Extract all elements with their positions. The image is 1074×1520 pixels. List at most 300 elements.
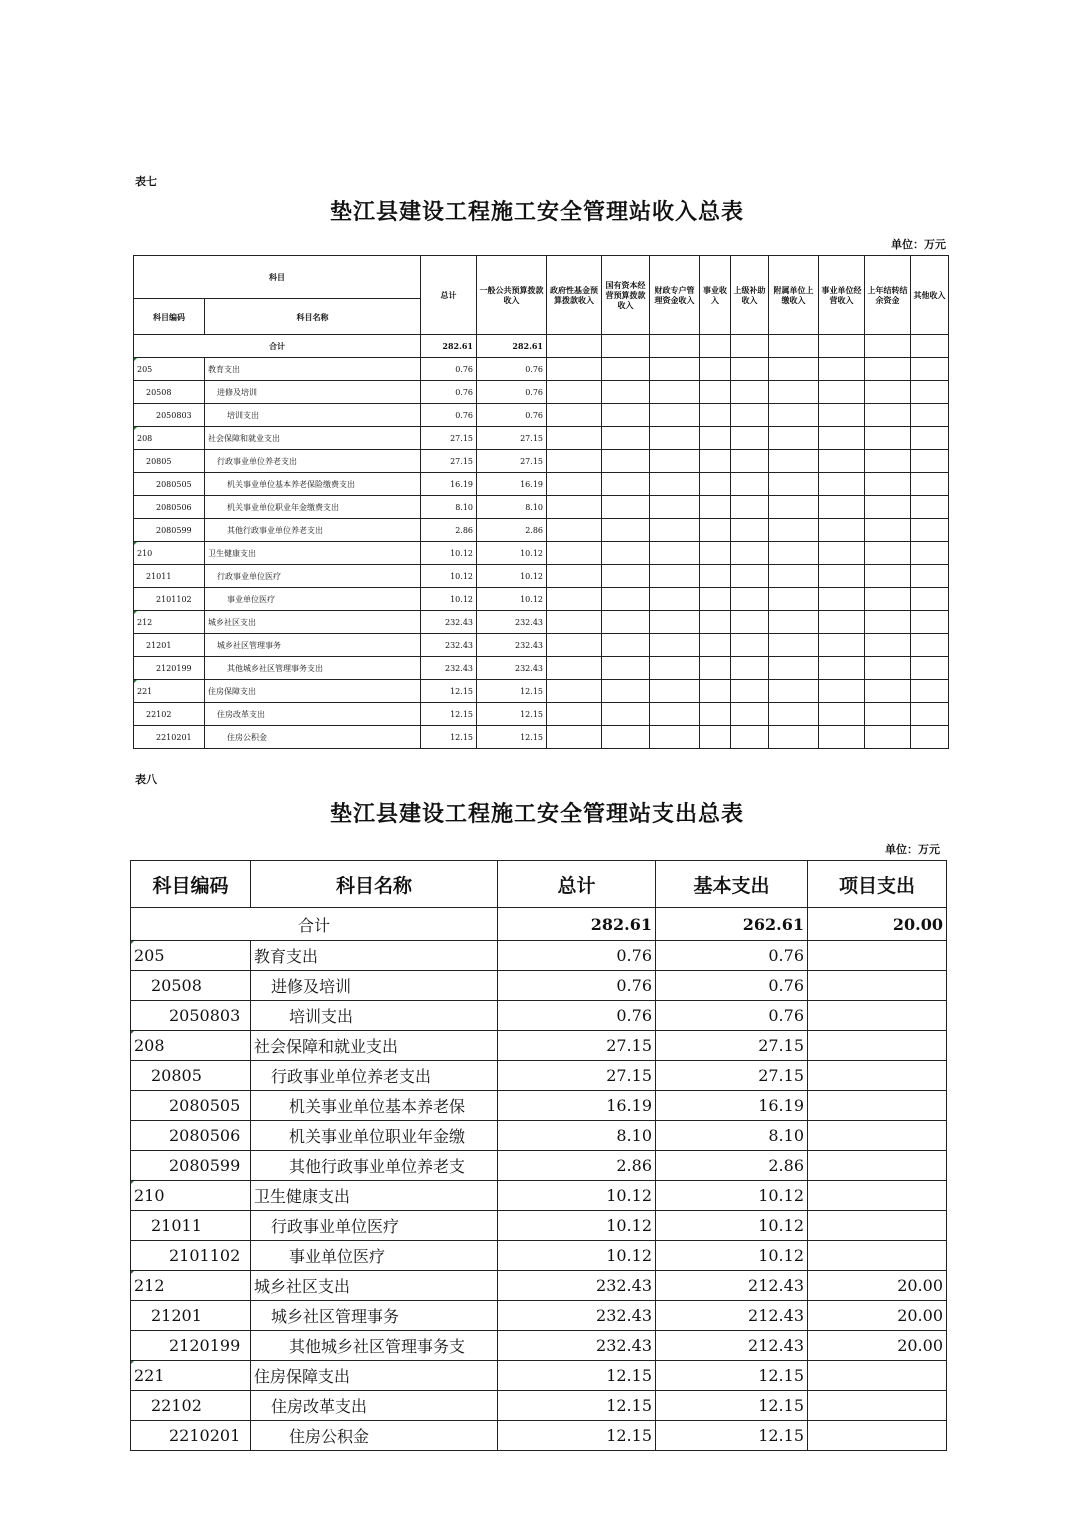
empty-cell (700, 588, 731, 611)
total-cell: 16.19 (498, 1091, 656, 1121)
total-cell: 232.43 (498, 1271, 656, 1301)
name-cell: 其他行政事业单位养老支 (251, 1151, 498, 1181)
empty-cell (865, 611, 911, 634)
header-code: 科目编码 (134, 299, 205, 335)
empty-cell (865, 588, 911, 611)
table-row (134, 726, 949, 749)
empty-cell (911, 588, 949, 611)
code-cell: 2080506 (134, 496, 205, 519)
income-summary-table (133, 255, 949, 749)
basic-cell: 2.86 (656, 1151, 808, 1181)
empty-cell (602, 588, 650, 611)
total-cell: 16.19 (421, 473, 477, 496)
header-affiliated: 附属单位上缴收入 (769, 256, 819, 335)
project-cell (808, 1121, 947, 1151)
basic-cell: 0.76 (656, 971, 808, 1001)
empty-cell (547, 611, 602, 634)
total-cell: 232.43 (421, 634, 477, 657)
code-cell: 21201 (134, 634, 205, 657)
code-cell: 21011 (131, 1211, 251, 1241)
empty-cell (819, 565, 865, 588)
total-cell: 0.76 (498, 941, 656, 971)
name-cell: 社会保障和就业支出 (205, 427, 421, 450)
table-row (134, 473, 949, 496)
empty-cell (731, 703, 769, 726)
project-cell (808, 1181, 947, 1211)
empty-cell (700, 404, 731, 427)
empty-cell (700, 358, 731, 381)
empty-cell (700, 496, 731, 519)
table-row (131, 1121, 947, 1151)
project-cell (808, 1151, 947, 1181)
project-cell (808, 941, 947, 971)
name-cell: 教育支出 (205, 358, 421, 381)
empty-cell (819, 519, 865, 542)
table-row (131, 1331, 947, 1361)
empty-cell (819, 381, 865, 404)
project-cell (808, 1391, 947, 1421)
code-cell: 2120199 (131, 1331, 251, 1361)
general-value: 282.61 (477, 335, 547, 358)
code-cell: 20508 (131, 971, 251, 1001)
code-cell: 22102 (131, 1391, 251, 1421)
empty-cell (819, 542, 865, 565)
general-cell: 232.43 (477, 611, 547, 634)
empty-cell (731, 611, 769, 634)
name-cell: 其他城乡社区管理事务支 (251, 1331, 498, 1361)
empty-cell (650, 496, 700, 519)
empty-cell (547, 519, 602, 542)
empty-cell (700, 381, 731, 404)
general-cell: 12.15 (477, 726, 547, 749)
general-cell: 10.12 (477, 588, 547, 611)
empty-cell (731, 381, 769, 404)
table-row (131, 1391, 947, 1421)
name-cell: 培训支出 (205, 404, 421, 427)
empty-cell (819, 427, 865, 450)
empty-cell (865, 496, 911, 519)
name-cell: 卫生健康支出 (251, 1181, 498, 1211)
total-cell: 0.76 (421, 358, 477, 381)
empty-cell (700, 634, 731, 657)
header-carryover: 上年结转结余资金 (865, 256, 911, 335)
empty-cell (650, 450, 700, 473)
empty-cell (911, 381, 949, 404)
expenditure-summary-table (130, 860, 947, 1451)
code-cell: 2120199 (134, 657, 205, 680)
general-cell: 0.76 (477, 381, 547, 404)
project-cell (808, 971, 947, 1001)
name-cell: 机关事业单位基本养老保险缴费支出 (205, 473, 421, 496)
total-cell: 12.15 (498, 1391, 656, 1421)
total-cell: 27.15 (498, 1061, 656, 1091)
empty-cell (602, 473, 650, 496)
table7-title: 垫江县建设工程施工安全管理站收入总表 (329, 199, 744, 225)
name-cell: 卫生健康支出 (205, 542, 421, 565)
code-cell: 2080506 (131, 1121, 251, 1151)
empty-cell (769, 450, 819, 473)
general-cell: 12.15 (477, 680, 547, 703)
empty-cell (700, 519, 731, 542)
basic-cell: 27.15 (656, 1031, 808, 1061)
basic-cell: 16.19 (656, 1091, 808, 1121)
name-cell: 住房改革支出 (205, 703, 421, 726)
basic-cell: 10.12 (656, 1241, 808, 1271)
project-cell: 20.00 (808, 1271, 947, 1301)
basic-cell: 12.15 (656, 1391, 808, 1421)
total-cell: 0.76 (421, 381, 477, 404)
table-row (131, 1361, 947, 1391)
empty-cell (731, 358, 769, 381)
name-cell: 培训支出 (251, 1001, 498, 1031)
empty-cell (547, 726, 602, 749)
empty-cell (769, 611, 819, 634)
empty-cell (819, 726, 865, 749)
empty-cell (819, 450, 865, 473)
total-cell: 12.15 (498, 1361, 656, 1391)
empty-cell (731, 726, 769, 749)
empty-cell (547, 473, 602, 496)
code-cell: 212 (131, 1271, 251, 1301)
code-cell: 20805 (131, 1061, 251, 1091)
empty-cell (819, 473, 865, 496)
empty-cell (650, 611, 700, 634)
total-cell: 10.12 (421, 542, 477, 565)
empty-cell (602, 519, 650, 542)
basic-cell: 212.43 (656, 1301, 808, 1331)
total-cell: 12.15 (421, 680, 477, 703)
basic-cell: 212.43 (656, 1331, 808, 1361)
table-row (134, 634, 949, 657)
basic-cell: 0.76 (656, 941, 808, 971)
table7-unit: 单位：万元 (891, 238, 946, 251)
code-cell: 20805 (134, 450, 205, 473)
code-cell: 2050803 (131, 1001, 251, 1031)
table-row (131, 971, 947, 1001)
empty-cell (819, 404, 865, 427)
header-gov-fund: 政府性基金预算拨款收入 (547, 256, 602, 335)
empty-cell (547, 496, 602, 519)
empty-cell (547, 542, 602, 565)
empty-cell (650, 588, 700, 611)
empty-cell (650, 680, 700, 703)
code-cell: 2101102 (134, 588, 205, 611)
code-cell: 210 (131, 1181, 251, 1211)
table-row (131, 1271, 947, 1301)
name-cell: 其他行政事业单位养老支出 (205, 519, 421, 542)
empty-cell (731, 634, 769, 657)
project-cell (808, 1061, 947, 1091)
basic-value: 262.61 (656, 908, 808, 941)
total-cell: 8.10 (421, 496, 477, 519)
header-total: 总计 (421, 256, 477, 335)
name-cell: 事业单位医疗 (205, 588, 421, 611)
empty-cell (911, 611, 949, 634)
name-cell: 城乡社区管理事务 (205, 634, 421, 657)
empty-cell (602, 657, 650, 680)
basic-cell: 10.12 (656, 1211, 808, 1241)
header-project: 项目支出 (808, 861, 947, 908)
empty-cell (769, 657, 819, 680)
code-cell: 22102 (134, 703, 205, 726)
empty-cell (865, 450, 911, 473)
general-cell: 0.76 (477, 404, 547, 427)
header-subject: 科目 (134, 256, 421, 299)
project-cell (808, 1421, 947, 1451)
general-cell: 232.43 (477, 657, 547, 680)
code-cell: 210 (134, 542, 205, 565)
empty-cell (700, 703, 731, 726)
empty-cell (602, 427, 650, 450)
code-cell: 2080599 (134, 519, 205, 542)
empty-cell (731, 473, 769, 496)
empty-cell (650, 404, 700, 427)
empty-cell (865, 680, 911, 703)
general-cell: 16.19 (477, 473, 547, 496)
empty-cell (769, 565, 819, 588)
total-row (134, 335, 949, 358)
total-value: 282.61 (498, 908, 656, 941)
code-cell: 2101102 (131, 1241, 251, 1271)
project-cell (808, 1211, 947, 1241)
empty-cell (911, 680, 949, 703)
total-cell: 2.86 (498, 1151, 656, 1181)
empty-cell (769, 404, 819, 427)
basic-cell: 0.76 (656, 1001, 808, 1031)
empty-cell (911, 726, 949, 749)
total-value: 282.61 (421, 335, 477, 358)
general-cell: 232.43 (477, 634, 547, 657)
project-cell (808, 1031, 947, 1061)
table-row (134, 427, 949, 450)
empty-cell (731, 427, 769, 450)
empty-cell (819, 588, 865, 611)
empty-cell (865, 703, 911, 726)
table-row (131, 1061, 947, 1091)
empty-cell (602, 726, 650, 749)
empty-cell (911, 404, 949, 427)
empty-cell (650, 358, 700, 381)
empty-cell (700, 726, 731, 749)
total-cell: 2.86 (421, 519, 477, 542)
general-cell: 10.12 (477, 565, 547, 588)
empty-cell (865, 473, 911, 496)
total-cell: 27.15 (421, 427, 477, 450)
empty-cell (547, 634, 602, 657)
empty-cell (865, 565, 911, 588)
table-row (131, 1151, 947, 1181)
table-row (134, 680, 949, 703)
empty-cell (769, 381, 819, 404)
empty-cell (602, 358, 650, 381)
empty-cell (700, 450, 731, 473)
empty-cell (769, 634, 819, 657)
total-cell: 10.12 (421, 565, 477, 588)
name-cell: 城乡社区支出 (251, 1271, 498, 1301)
empty-cell (731, 680, 769, 703)
table8-unit: 单位：万元 (885, 843, 940, 856)
total-cell: 0.76 (421, 404, 477, 427)
empty-cell (547, 427, 602, 450)
empty-cell (650, 542, 700, 565)
table8-label: 表八 (135, 773, 157, 786)
empty-cell (865, 542, 911, 565)
code-cell: 21201 (131, 1301, 251, 1331)
general-cell: 0.76 (477, 358, 547, 381)
empty-cell (911, 496, 949, 519)
empty-cell (865, 634, 911, 657)
total-cell: 12.15 (498, 1421, 656, 1451)
code-cell: 2080505 (131, 1091, 251, 1121)
empty-cell (650, 634, 700, 657)
code-cell: 205 (131, 941, 251, 971)
header-name: 科目名称 (251, 861, 498, 908)
table-row (134, 565, 949, 588)
total-cell: 27.15 (498, 1031, 656, 1061)
code-cell: 221 (134, 680, 205, 703)
total-cell: 8.10 (498, 1121, 656, 1151)
empty-cell (602, 381, 650, 404)
table-row (131, 1031, 947, 1061)
total-cell: 12.15 (421, 703, 477, 726)
name-cell: 机关事业单位职业年金缴费支出 (205, 496, 421, 519)
name-cell: 事业单位医疗 (251, 1241, 498, 1271)
total-cell: 10.12 (498, 1181, 656, 1211)
empty-cell (769, 680, 819, 703)
name-cell: 教育支出 (251, 941, 498, 971)
empty-cell (650, 726, 700, 749)
empty-cell (769, 588, 819, 611)
name-cell: 住房公积金 (251, 1421, 498, 1451)
empty-cell (911, 358, 949, 381)
code-cell: 2080505 (134, 473, 205, 496)
empty-cell (602, 611, 650, 634)
name-cell: 进修及培训 (251, 971, 498, 1001)
empty-cell (602, 542, 650, 565)
name-cell: 其他城乡社区管理事务支出 (205, 657, 421, 680)
project-cell (808, 1091, 947, 1121)
empty-cell (911, 634, 949, 657)
project-cell (808, 1001, 947, 1031)
empty-cell (911, 703, 949, 726)
code-cell: 2050803 (134, 404, 205, 427)
empty-cell (700, 427, 731, 450)
empty-cell (911, 657, 949, 680)
code-cell: 208 (131, 1031, 251, 1061)
empty-cell (547, 381, 602, 404)
empty-cell (547, 565, 602, 588)
empty-cell (731, 657, 769, 680)
empty-cell (547, 703, 602, 726)
empty-cell (769, 496, 819, 519)
table-row (134, 588, 949, 611)
empty-cell (819, 703, 865, 726)
general-cell: 10.12 (477, 542, 547, 565)
general-cell: 27.15 (477, 427, 547, 450)
total-cell: 0.76 (498, 1001, 656, 1031)
empty-cell (547, 588, 602, 611)
empty-cell (865, 427, 911, 450)
header-code: 科目编码 (131, 861, 251, 908)
general-cell: 27.15 (477, 450, 547, 473)
empty-cell (819, 611, 865, 634)
total-cell: 27.15 (421, 450, 477, 473)
empty-cell (602, 703, 650, 726)
empty-cell (819, 680, 865, 703)
empty-cell (769, 519, 819, 542)
empty-cell (650, 565, 700, 588)
name-cell: 住房保障支出 (205, 680, 421, 703)
empty-cell (819, 634, 865, 657)
table-row (134, 358, 949, 381)
table-row (134, 450, 949, 473)
table-row (131, 1421, 947, 1451)
name-cell: 行政事业单位养老支出 (205, 450, 421, 473)
project-value: 20.00 (808, 908, 947, 941)
empty-cell (865, 358, 911, 381)
empty-cell (547, 404, 602, 427)
header-total: 总计 (498, 861, 656, 908)
empty-cell (865, 404, 911, 427)
empty-cell (602, 496, 650, 519)
header-fiscal-special: 财政专户管理资金收入 (650, 256, 700, 335)
total-cell: 10.12 (498, 1241, 656, 1271)
name-cell: 进修及培训 (205, 381, 421, 404)
empty-cell (769, 473, 819, 496)
name-cell: 住房公积金 (205, 726, 421, 749)
basic-cell: 8.10 (656, 1121, 808, 1151)
code-cell: 212 (134, 611, 205, 634)
table7-label: 表七 (135, 175, 157, 188)
table-row (134, 381, 949, 404)
project-cell (808, 1361, 947, 1391)
empty-cell (911, 427, 949, 450)
empty-cell (700, 657, 731, 680)
header-state-capital: 国有资本经营预算拨款收入 (602, 256, 650, 335)
table-row (134, 703, 949, 726)
table-row (134, 404, 949, 427)
empty-cell (911, 473, 949, 496)
table-row (134, 611, 949, 634)
table-row (134, 542, 949, 565)
name-cell: 住房保障支出 (251, 1361, 498, 1391)
table-row (134, 657, 949, 680)
header-name: 科目名称 (205, 299, 421, 335)
empty-cell (650, 381, 700, 404)
empty-cell (547, 657, 602, 680)
basic-cell: 10.12 (656, 1181, 808, 1211)
empty-cell (547, 450, 602, 473)
empty-cell (865, 726, 911, 749)
total-cell: 232.43 (498, 1331, 656, 1361)
basic-cell: 212.43 (656, 1271, 808, 1301)
empty-cell (602, 404, 650, 427)
table-row (131, 1301, 947, 1331)
empty-cell (650, 427, 700, 450)
name-cell: 机关事业单位职业年金缴 (251, 1121, 498, 1151)
general-cell: 8.10 (477, 496, 547, 519)
total-cell: 12.15 (421, 726, 477, 749)
empty-cell (911, 519, 949, 542)
empty-cell (865, 657, 911, 680)
empty-cell (769, 427, 819, 450)
table-row (131, 1181, 947, 1211)
table-row (131, 1211, 947, 1241)
general-cell: 12.15 (477, 703, 547, 726)
total-row (131, 908, 947, 941)
general-cell: 2.86 (477, 519, 547, 542)
empty-cell (819, 496, 865, 519)
